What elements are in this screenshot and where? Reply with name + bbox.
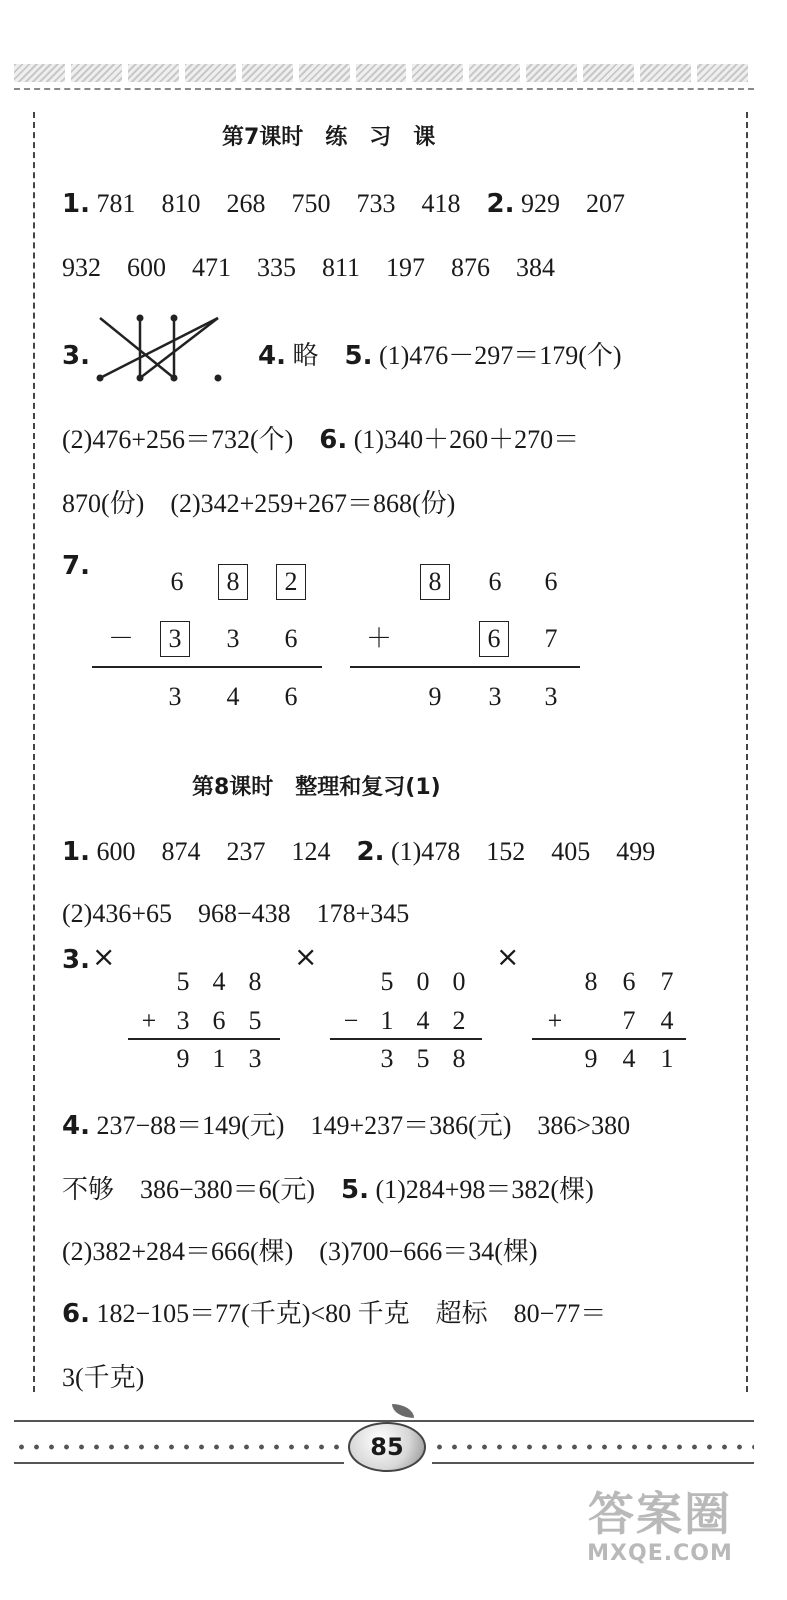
connection-dot <box>171 315 178 322</box>
digit: 1 <box>212 1044 226 1073</box>
boxed-digit: 8 <box>420 564 450 600</box>
digit: 7 <box>660 967 674 996</box>
lesson8-line2: (2)436+65 968−438 178+345 <box>62 899 410 928</box>
digit: 6 <box>170 567 184 596</box>
q2-number: 2. <box>486 189 515 219</box>
digit: 6 <box>488 567 502 596</box>
q5-part2: (2)476+256＝732(个) <box>62 425 320 454</box>
q1-number: 1. <box>62 189 90 219</box>
header-dashed-rule <box>14 88 754 90</box>
operator: − <box>343 1006 359 1035</box>
q6-answer: (1)340＋260＋270＝ <box>347 425 580 454</box>
operator: + <box>141 1006 157 1035</box>
q5-number: 5. <box>340 1175 369 1205</box>
digit: 3 <box>248 1044 262 1073</box>
q3-number <box>62 942 90 978</box>
footer-dots-left <box>14 1440 344 1454</box>
sum-line <box>92 666 322 668</box>
digit: 8 <box>248 967 262 996</box>
lesson8-line6: (2)382+284＝666(棵) (3)700−666＝34(棵) <box>62 1237 538 1266</box>
cross-mark: × <box>496 940 520 973</box>
q2-answers: (1)478 152 405 499 <box>384 837 656 866</box>
boxed-digit: 6 <box>479 621 509 657</box>
footer-dots-right <box>432 1440 754 1454</box>
digit: 3 <box>176 1006 190 1035</box>
q6-answer: 182−105＝77(千克)<80 千克 超标 80−77＝ <box>89 1299 607 1328</box>
connection-dot <box>137 375 144 382</box>
lesson7-line4 <box>62 422 579 458</box>
q3-number <box>62 338 90 374</box>
digit: 2 <box>452 1006 466 1035</box>
cross-mark: × <box>92 940 116 973</box>
q4-answer: 略 <box>285 341 345 370</box>
digit: 6 <box>544 567 558 596</box>
digit: 0 <box>452 967 466 996</box>
watermark-url: MXQE.COM <box>587 1541 733 1566</box>
digit: 9 <box>176 1044 190 1073</box>
q4-number: 4. <box>62 1111 90 1141</box>
digit: 3 <box>544 682 558 711</box>
digit: 6 <box>284 624 298 653</box>
lesson8-line1 <box>62 834 655 870</box>
digit: 9 <box>584 1044 598 1073</box>
q3-label: 3. <box>62 341 90 371</box>
digit: 4 <box>416 1006 430 1035</box>
sum-line <box>532 1038 686 1040</box>
operator: － <box>107 624 134 653</box>
page-number: 85 <box>348 1422 426 1472</box>
boxed-digit: 2 <box>276 564 306 600</box>
q3-label: 3. <box>62 945 90 975</box>
q4-answer-cont: 不够 386−380＝6(元) <box>62 1175 341 1204</box>
lesson7-title: 第7课时 练 习 课 <box>222 125 436 150</box>
digit: 7 <box>622 1006 636 1035</box>
q4-answer: 237−88＝149(元) 149+237＝386(元) 386>380 <box>89 1111 631 1140</box>
right-margin-line <box>746 112 748 1392</box>
connection-dot <box>97 375 104 382</box>
left-margin-line <box>33 112 35 1392</box>
digit: 9 <box>428 682 442 711</box>
q7-label: 7. <box>62 551 90 581</box>
digit: 6 <box>284 682 298 711</box>
sum-line <box>330 1038 482 1040</box>
operator: + <box>547 1006 563 1035</box>
sum-line <box>350 666 580 668</box>
q1-answers: 781 810 268 750 733 418 <box>89 189 487 218</box>
q6-number: 6. <box>62 1299 90 1329</box>
lesson7-line5: 870(份) (2)342+259+267＝868(份) <box>62 489 456 518</box>
q6-number: 6. <box>319 425 348 455</box>
digit: 5 <box>416 1044 430 1073</box>
boxed-digit: 8 <box>218 564 248 600</box>
digit: 6 <box>622 967 636 996</box>
connection-line <box>100 318 218 378</box>
footer-rule-bottom-right <box>432 1462 754 1464</box>
site-watermark <box>560 1486 760 1566</box>
digit: 1 <box>380 1006 394 1035</box>
digit: 4 <box>212 967 226 996</box>
digit: 3 <box>488 682 502 711</box>
boxed-digit: 3 <box>160 621 190 657</box>
q3-connection-diagram <box>92 310 226 386</box>
q7-number <box>62 548 90 584</box>
connection-dot <box>137 315 144 322</box>
digit: 4 <box>622 1044 636 1073</box>
q5-answer: (1)284+98＝382(棵) <box>368 1175 594 1204</box>
digit: 5 <box>248 1006 262 1035</box>
lesson7-line1 <box>62 186 625 222</box>
digit: 3 <box>226 624 240 653</box>
digit: 1 <box>660 1044 674 1073</box>
digit: 6 <box>212 1006 226 1035</box>
digit: 4 <box>660 1006 674 1035</box>
digit: 5 <box>380 967 394 996</box>
digit: 3 <box>380 1044 394 1073</box>
digit: 3 <box>168 682 182 711</box>
lesson8-line4 <box>62 1108 630 1144</box>
q2-number: 2. <box>356 837 385 867</box>
digit: 8 <box>452 1044 466 1073</box>
lesson7-line2: 932 600 471 335 811 197 876 384 <box>62 253 556 282</box>
watermark-logo-text: 答案圈 <box>588 1487 732 1541</box>
connection-line <box>140 318 218 378</box>
lesson8-line7 <box>62 1296 606 1332</box>
footer-rule-bottom-left <box>14 1462 344 1464</box>
digit: 7 <box>544 624 558 653</box>
sum-line <box>128 1038 280 1040</box>
digit: 8 <box>584 967 598 996</box>
digit: 4 <box>226 682 240 711</box>
lesson8-line8: 3(千克) <box>62 1363 145 1392</box>
connection-line <box>100 318 174 378</box>
q1-answers: 600 874 237 124 <box>89 837 357 866</box>
q4-number: 4. <box>258 341 286 371</box>
apple-leaf-icon <box>392 1404 414 1418</box>
q2-answers: 929 207 <box>514 189 625 218</box>
lesson8-line5 <box>62 1172 594 1208</box>
header-hatch-gaps <box>14 64 754 82</box>
lesson7-line3 <box>258 338 622 374</box>
operator: ＋ <box>365 624 392 653</box>
lesson8-title: 第8课时 整理和复习(1) <box>192 775 441 800</box>
digit: 5 <box>176 967 190 996</box>
q5-answer: (1)476－297＝179(个) <box>372 341 622 370</box>
q1-number: 1. <box>62 837 90 867</box>
digit: 0 <box>416 967 430 996</box>
cross-mark: × <box>294 940 318 973</box>
q5-number: 5. <box>344 341 373 371</box>
